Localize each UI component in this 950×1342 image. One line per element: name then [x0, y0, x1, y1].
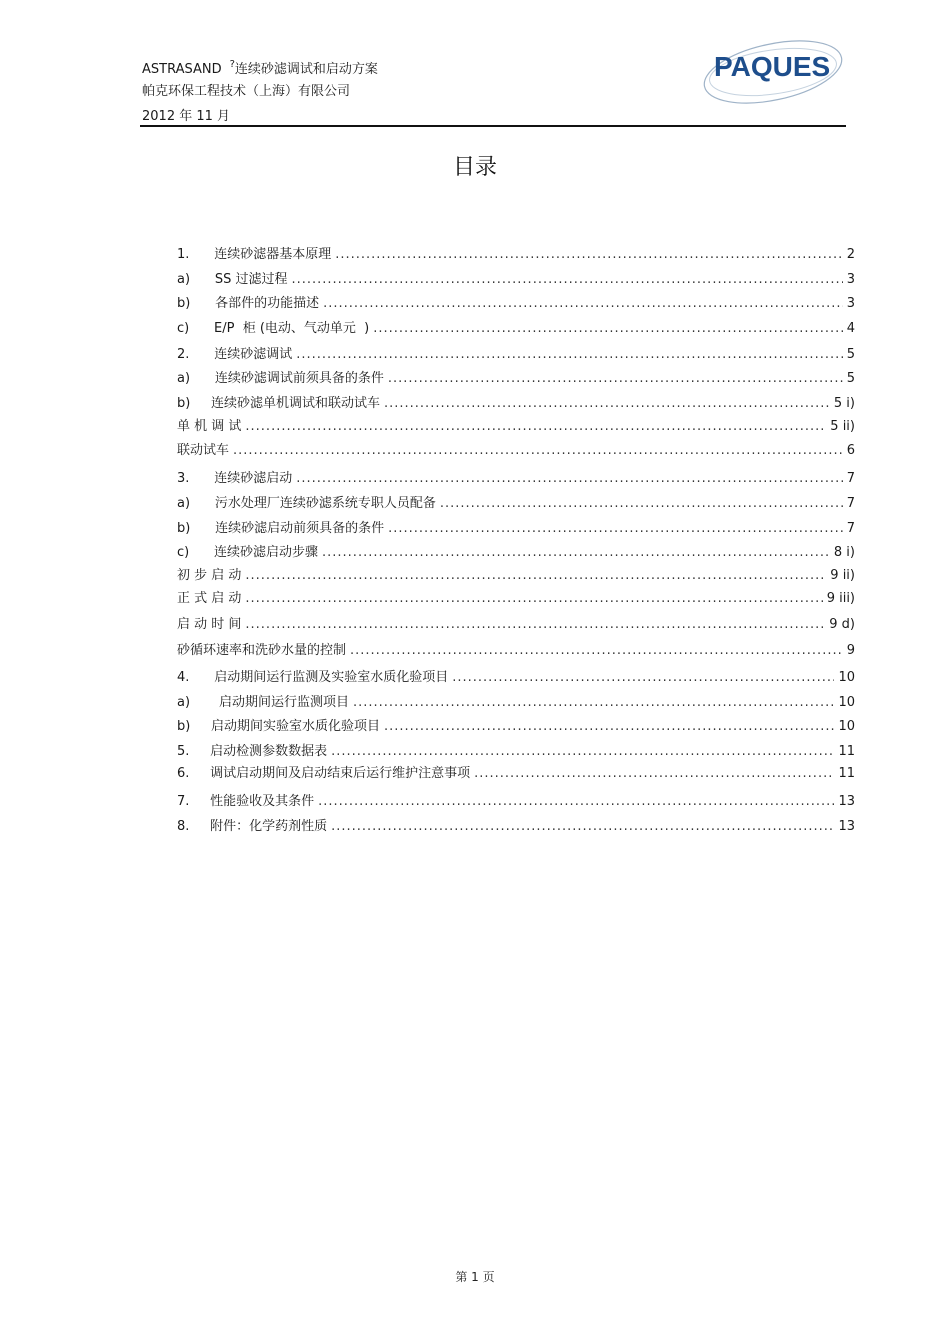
toc-entry-label: 6. 调试启动期间及启动结束后运行维护注意事项	[177, 766, 471, 780]
header-company: 帕克环保工程技术（上海）有限公司	[142, 84, 351, 99]
toc-entry[interactable]	[177, 415, 855, 433]
toc-entry[interactable]	[177, 815, 855, 833]
toc-dot-leader	[335, 247, 843, 261]
toc-entry-page: 3	[846, 272, 855, 286]
toc-entry-label: 启 动 时 间	[177, 617, 242, 631]
toc-entry-label: c) E/P 柜 (电动、气动单元 )	[177, 321, 370, 335]
toc-entry-page: 9	[846, 643, 855, 657]
toc-entry-label: 5. 启动检测参数数据表	[177, 744, 328, 758]
toc-dot-leader	[474, 766, 834, 780]
toc-entry-page: 3	[846, 296, 855, 310]
toc-entry[interactable]	[177, 666, 855, 684]
toc-entry[interactable]	[177, 517, 855, 535]
toc-entry[interactable]	[177, 343, 855, 361]
toc-entry-label: b) 连续砂滤启动前须具备的条件	[177, 521, 385, 535]
toc-entry-label: b) 连续砂滤单机调试和联动试车	[177, 396, 380, 410]
toc-entry-page: 5	[846, 371, 855, 385]
toc-dot-leader	[331, 744, 834, 758]
header-doc-name: 连续砂滤调试和启动方案	[234, 62, 378, 77]
toc-dot-leader	[384, 396, 830, 410]
doc-header-title	[142, 58, 378, 77]
page-title: 目录	[452, 155, 497, 180]
toc-dot-leader	[323, 296, 843, 310]
toc-dot-leader	[245, 419, 826, 433]
toc-dot-leader	[233, 443, 843, 457]
toc-entry-page: 9 ii)	[830, 568, 855, 582]
page-footer: 第 1 页	[455, 1270, 495, 1284]
toc-dot-leader	[245, 591, 822, 605]
toc-entry-page: 5 i)	[833, 396, 855, 410]
toc-dot-leader	[440, 496, 843, 510]
toc-entry-page: 13	[838, 794, 855, 808]
header-sup-mark: ?	[229, 59, 235, 70]
toc-dot-leader	[318, 794, 834, 808]
toc-entry-page: 5	[846, 347, 855, 361]
toc-dot-leader	[384, 719, 834, 733]
toc-entry-label: 单 机 调 试	[177, 419, 242, 433]
toc-dot-leader	[322, 545, 830, 559]
toc-entry[interactable]	[177, 587, 855, 605]
toc-entry[interactable]	[177, 639, 855, 657]
toc-entry-page: 6	[846, 443, 855, 457]
toc-entry-page: 10	[838, 670, 855, 684]
toc-dot-leader	[291, 272, 842, 286]
toc-entry[interactable]	[177, 467, 855, 485]
toc-entry-page: 10	[838, 719, 855, 733]
header-product: ASTRASAND	[142, 62, 222, 77]
toc-entry-page: 11	[838, 744, 855, 758]
toc-entry[interactable]	[177, 492, 855, 510]
toc-entry-page: 7	[846, 471, 855, 485]
toc-entry-label: a) 连续砂滤调试前须具备的条件	[177, 371, 384, 385]
toc-entry[interactable]	[177, 740, 855, 758]
toc-entry-label: a) 启动期间运行监测项目	[177, 695, 349, 709]
toc-dot-leader	[452, 670, 834, 684]
toc-entry-label: 1. 连续砂滤器基本原理	[177, 247, 332, 261]
toc-entry-label: a) SS 过滤过程	[177, 272, 288, 286]
toc-entry[interactable]	[177, 715, 855, 733]
toc-entry-label: 2. 连续砂滤调试	[177, 347, 293, 361]
toc-entry-page: 9 d)	[829, 617, 855, 631]
toc-entry-label: 初 步 启 动	[177, 568, 242, 582]
toc-entry-page: 2	[846, 247, 855, 261]
toc-entry[interactable]	[177, 317, 855, 335]
toc-entry-page: 11	[838, 766, 855, 780]
toc-dot-leader	[296, 471, 843, 485]
toc-entry-page: 8 i)	[833, 545, 855, 559]
toc-dot-leader	[331, 819, 834, 833]
toc-dot-leader	[350, 643, 843, 657]
toc-dot-leader	[353, 695, 834, 709]
toc-entry[interactable]	[177, 613, 855, 631]
toc-entry[interactable]	[177, 392, 855, 410]
toc-entry[interactable]	[177, 790, 855, 808]
toc-entry-label: c) 连续砂滤启动步骤	[177, 545, 319, 559]
toc-entry[interactable]	[177, 564, 855, 582]
toc-entry-label: b) 启动期间实验室水质化验项目	[177, 719, 380, 733]
toc-entry-page: 9 iii)	[826, 591, 855, 605]
toc-entry-page: 5 ii)	[830, 419, 855, 433]
header-divider	[140, 125, 846, 127]
toc-entry-label: 3. 连续砂滤启动	[177, 471, 293, 485]
toc-entry-label: 4. 启动期间运行监测及实验室水质化验项目	[177, 670, 449, 684]
toc-entry[interactable]	[177, 268, 855, 286]
svg-text:PAQUES: PAQUES	[714, 51, 831, 82]
toc-entry-label: 7. 性能验收及其条件	[177, 794, 315, 808]
toc-entry[interactable]	[177, 367, 855, 385]
toc-entry-label: b) 各部件的功能描述	[177, 296, 320, 310]
toc-entry-label: 砂循环速率和洗砂水量的控制	[177, 643, 347, 657]
toc-entry[interactable]	[177, 541, 855, 559]
toc-dot-leader	[245, 568, 826, 582]
toc-dot-leader	[388, 371, 843, 385]
toc-entry-page: 13	[838, 819, 855, 833]
toc-entry-page: 7	[846, 521, 855, 535]
toc-dot-leader	[245, 617, 825, 631]
toc-entry-label: 8. 附件：化学药剂性质	[177, 819, 328, 833]
toc-entry-page: 4	[846, 321, 855, 335]
toc-entry-label: 联动试车	[177, 443, 230, 457]
toc-entry-page: 10	[838, 695, 855, 709]
toc-entry[interactable]	[177, 439, 855, 457]
toc-entry[interactable]	[177, 762, 855, 780]
toc-dot-leader	[373, 321, 842, 335]
toc-dot-leader	[388, 521, 843, 535]
toc-entry[interactable]	[177, 691, 855, 709]
toc-entry[interactable]	[177, 243, 855, 261]
header-date: 2012 年 11 月	[142, 109, 231, 124]
toc-entry-label: 正 式 启 动	[177, 591, 242, 605]
toc-entry-label: a) 污水处理厂连续砂滤系统专职人员配备	[177, 496, 436, 510]
toc-dot-leader	[296, 347, 843, 361]
toc-entry[interactable]	[177, 292, 855, 310]
paques-logo	[700, 36, 846, 106]
toc-entry-page: 7	[846, 496, 855, 510]
